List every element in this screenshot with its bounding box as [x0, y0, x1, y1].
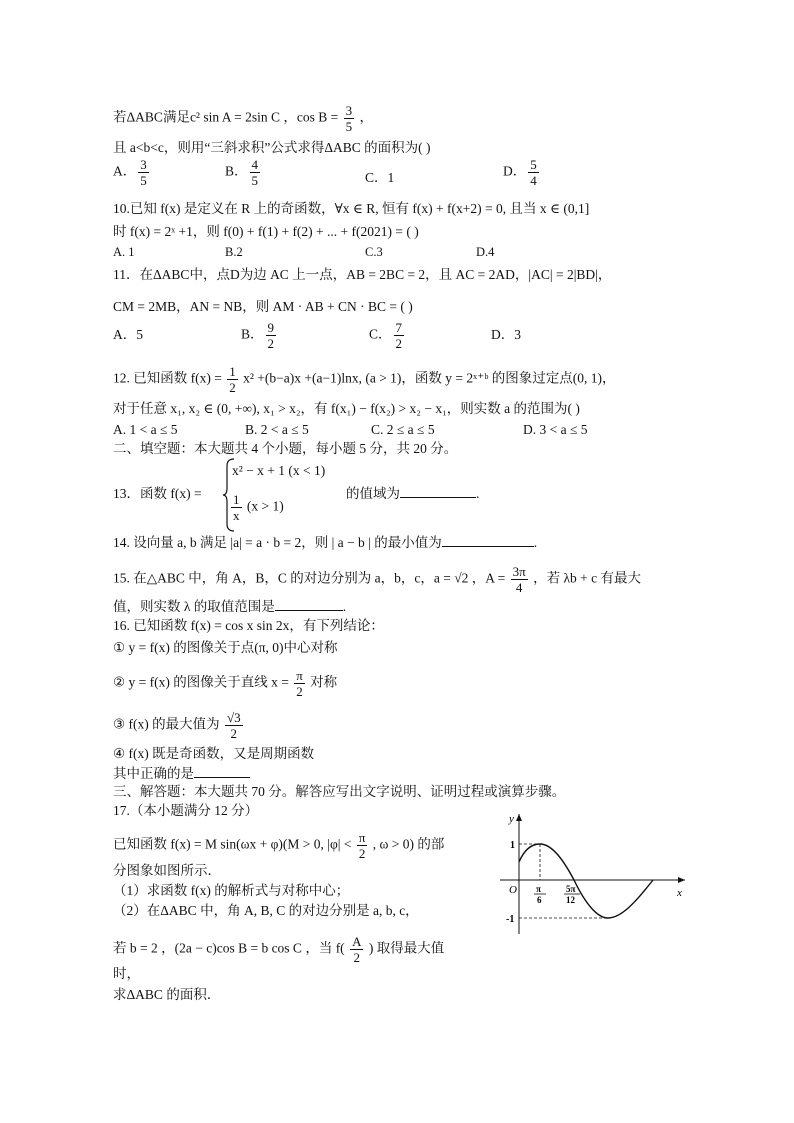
q12-line1-prefix: 12. 已知函数 f(x) = [113, 370, 222, 386]
q10-line1: 10.已知 f(x) 是定义在 R 上的奇函数，∀x ∈ R, 恒有 f(x) + f(x+2) = 0, 且当 x ∈ (0,1] [113, 201, 590, 216]
q10-option-b: B.2 [225, 245, 243, 259]
q13-case2 [229, 492, 284, 523]
q12-line1-suffix: x² +(b−a)x +(a−1)lnx, (a > 1)，函数 y = 2ˣ⁺ᵇ 的图象过定点(0, 1)， [243, 370, 616, 386]
y-axis-label: y [509, 813, 514, 825]
fraction-numerator: 7 [395, 320, 403, 335]
q16-conclusion-3 [113, 710, 245, 741]
q9-option-c: C．1 [365, 170, 395, 185]
x-tick2-den: 12 [566, 895, 575, 905]
q16-conclusion-2 [113, 668, 337, 699]
q9-line2: 且 a<b<c，则用“三斜求积”公式求得ΔABC 的面积为( ) [113, 140, 431, 155]
fraction-numerator: π [296, 668, 303, 683]
option-label: B． [241, 326, 264, 342]
fraction-numerator: 1 [229, 364, 236, 379]
q17-line5 [113, 934, 444, 965]
q13-label: 13．函数 f(x) = [113, 486, 202, 501]
q16-conclusion-1: ① y = f(x) 的图像关于点(π, 0)中心对称 [113, 640, 338, 655]
q11-option-c [369, 320, 406, 351]
q17-part2: （2）在ΔABC 中，角 A, B, C 的对边分别是 a, b, c， [113, 903, 419, 918]
option-fraction [528, 157, 539, 188]
q16-stem: 16. 已知函数 f(x) = cos x sin 2x，有下列结论： [113, 618, 384, 633]
q11-option-b [241, 320, 278, 351]
option-fraction [266, 320, 277, 351]
x-tick2-num: 5π [566, 884, 576, 894]
q10-option-d: D.4 [476, 245, 495, 259]
option-label: C． [369, 326, 392, 342]
q17-line6: 时， [113, 966, 140, 981]
q17-line1-suffix: , ω > 0) 的部 [372, 836, 445, 852]
fraction-denominator: 4 [515, 580, 523, 595]
q17-line5-prefix: 若 b = 2 ，(2a − c)cos B = b cos C ，当 f( [113, 940, 345, 956]
y-tick-neg-label: -1 [506, 914, 515, 925]
q15-line2-text: 值，则实数 λ 的取值范围是 [113, 599, 275, 614]
q12-line2: 对于任意 x₁, x₂ ∈ (0, +∞), x₁ > x₂，有 f(x₁) − f(x₂) > x₂ − x₁，则实数 a 的范围为( ) [113, 401, 580, 416]
fraction-numerator: √3 [226, 710, 241, 725]
origin-label: O [509, 884, 517, 896]
q16-c2-prefix: ② y = f(x) 的图像关于直线 x = [113, 674, 289, 690]
fraction-denominator: 2 [230, 726, 238, 741]
q12-option-d: D. 3 < a ≤ 5 [523, 422, 588, 437]
q10-option-a: A. 1 [113, 245, 135, 259]
x-tick1-den: 6 [537, 895, 542, 905]
q10-line2: 时 f(x) = 2ˣ +1，则 f(0) + f(1) + f(2) + ... + f(2021) = ( ) [113, 224, 419, 239]
q16-c2-suffix: 对称 [310, 674, 338, 690]
q14-answer-blank[interactable] [442, 534, 534, 547]
q13-answer-blank[interactable] [400, 485, 476, 498]
fraction-numerator: 3 [140, 157, 147, 172]
q16-c2-fraction [294, 668, 305, 699]
q17-phi-fraction [357, 830, 368, 861]
q13-case1: x² − x + 1 (x < 1) [232, 463, 326, 478]
q14-end: . [533, 535, 538, 550]
q13-case2-fraction [231, 492, 242, 523]
fraction-numerator: 9 [267, 320, 275, 335]
q17-part1: （1）求函数 f(x) 的解析式与对称中心； [113, 883, 350, 898]
fraction-numerator: 3π [512, 564, 526, 579]
q17-line7: 求ΔABC 的面积． [113, 987, 221, 1002]
q11-line1: 11．在ΔABC中，点D为边 AC 上一点，AB = 2BC = 2，且 AC = 2AD，|AC| = 2|BD|， [113, 267, 612, 282]
q12-option-c: C. 2 ≤ a ≤ 5 [371, 422, 435, 437]
x-axis-arrow-icon [678, 877, 685, 883]
y-axis-arrow-icon [516, 814, 522, 821]
option-fraction [138, 157, 149, 188]
option-label: A． [113, 163, 137, 179]
q15-angle-fraction [511, 564, 528, 595]
fraction-numerator: π [358, 830, 366, 845]
fraction-denominator: 2 [353, 950, 360, 965]
x-tick1-num: π [536, 884, 541, 894]
section-2-heading: 二、填空题：本大题共 4 个小题，每小题 5 分，共 20 分。 [113, 441, 458, 456]
y-tick-pos-label: 1 [510, 840, 515, 851]
fraction-denominator: 2 [267, 336, 275, 351]
option-label: D． [503, 163, 527, 179]
q12-line1 [113, 364, 616, 395]
q11-line2: CM = 2MB，AN = NB，则 AM · AB + CN · BC = ( ) [113, 299, 413, 314]
sine-graph-figure [495, 808, 690, 938]
q17-line1 [113, 830, 444, 861]
q9-line1-prefix: 若ΔABC满足c² sin A = 2sin C ，cos B = [113, 109, 339, 125]
q16-answer [113, 765, 250, 783]
fraction-numerator: A [352, 934, 362, 949]
q11-option-a: A．5 [113, 327, 143, 342]
q15-line1-suffix: ，若 λb + c 有最大 [533, 570, 641, 586]
q15-end: . [342, 599, 347, 614]
option-fraction [394, 320, 405, 351]
q17-line1-prefix: 已知函数 f(x) = M sin(ωx + φ)(M > 0, |φ| < [113, 836, 352, 852]
q9-line1-suffix: ， [359, 109, 373, 125]
q13-suffix [346, 485, 479, 503]
section-3-heading: 三、解答题：本大题共 70 分。解答应写出文字说明、证明过程或演算步骤。 [113, 784, 566, 799]
fraction-denominator: 5 [140, 173, 147, 188]
q16-answer-blank[interactable] [194, 765, 250, 778]
q15-line1-prefix: 15. 在△ABC 中，角 A，B，C 的对边分别为 a，b，c，a = √2 ，A = [113, 570, 506, 586]
q16-c3-fraction [225, 710, 243, 741]
fraction-denominator: 5 [251, 173, 259, 188]
x-axis-label: x [677, 887, 682, 899]
q13-case2-condition: (x > 1) [246, 498, 284, 514]
q11-option-d: D．3 [491, 327, 521, 342]
q15-answer-blank[interactable] [275, 598, 343, 611]
option-label: B． [225, 163, 248, 179]
fraction-denominator: 5 [345, 119, 353, 134]
q10-option-c: C.3 [365, 245, 383, 259]
q9-cosB-fraction [344, 103, 355, 134]
fraction-denominator: 2 [358, 846, 366, 861]
q16-answer-text: 其中正确的是 [113, 766, 194, 781]
q12-half-fraction [227, 364, 238, 395]
q15-line1 [113, 564, 641, 595]
fraction-numerator: 1 [233, 492, 240, 507]
q16-c3-prefix: ③ f(x) 的最大值为 [113, 716, 220, 732]
q12-option-b: B. 2 < a ≤ 5 [245, 422, 309, 437]
q17-title: 17.（本小题满分 12 分） [113, 803, 259, 818]
fraction-numerator: 3 [345, 103, 353, 118]
fraction-denominator: 4 [530, 173, 537, 188]
fraction-denominator: 2 [296, 684, 303, 699]
q14-text: 14. 设向量 a, b 满足 |a| = a · b = 2，则 | a − b | 的最小值为 [113, 535, 442, 550]
q12-option-a: A. 1 < a ≤ 5 [113, 422, 178, 437]
fraction-denominator: 2 [229, 380, 236, 395]
option-fraction [250, 157, 261, 188]
q17-line5-suffix: ) 取得最大值 [368, 940, 445, 956]
q17-line2: 分图象如图所示． [113, 863, 221, 878]
q15-line2 [113, 598, 346, 616]
fraction-denominator: x [233, 508, 240, 523]
q9-line1 [113, 103, 373, 134]
q9-option-a [113, 157, 151, 188]
q16-conclusion-4: ④ f(x) 既是奇函数，又是周期函数 [113, 746, 315, 761]
q14-line [113, 534, 537, 552]
sine-curve [519, 844, 653, 918]
q13-end: . [476, 486, 480, 501]
fraction-numerator: 4 [251, 157, 259, 172]
fraction-numerator: 5 [530, 157, 537, 172]
q9-option-d [503, 157, 541, 188]
fraction-denominator: 2 [395, 336, 403, 351]
q17-A2-fraction [350, 934, 363, 965]
q13-suffix-text: 的值域为 [346, 486, 400, 501]
q9-option-b [225, 157, 262, 188]
